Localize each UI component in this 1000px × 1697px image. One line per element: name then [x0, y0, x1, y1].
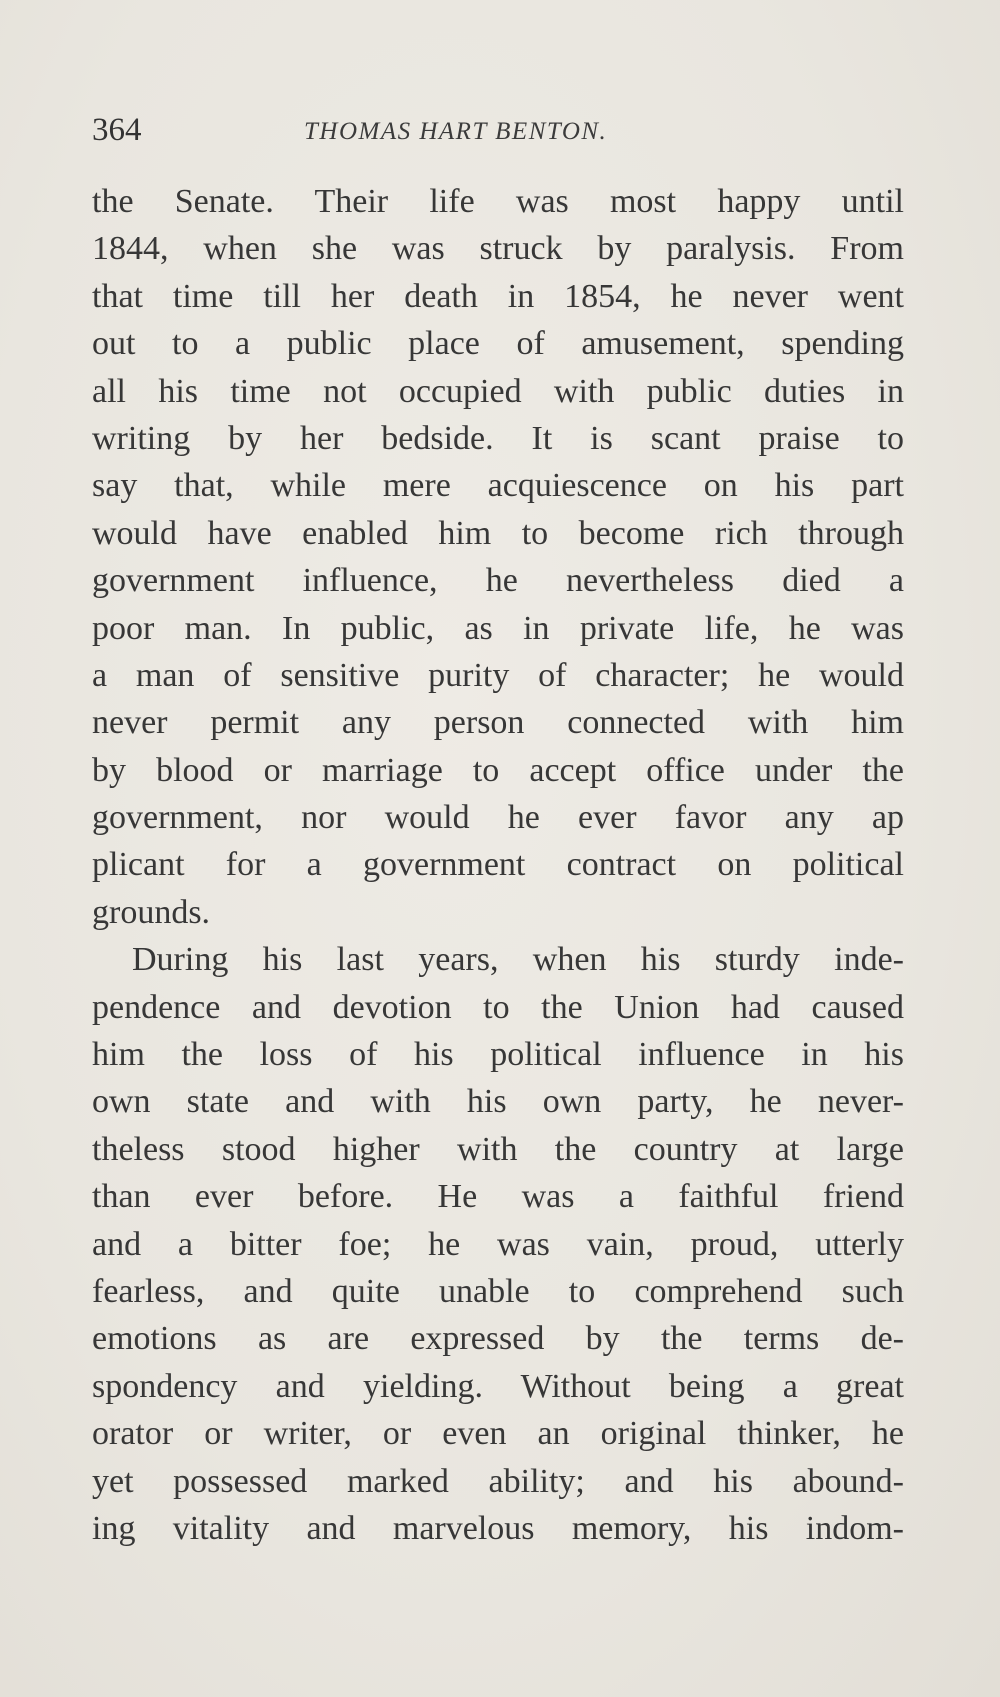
- text-line: and a bitter foe; he was vain, proud, utterly: [92, 1225, 904, 1263]
- text-line: that time till her death in 1854, he never went: [92, 277, 904, 315]
- running-title: THOMAS HART BENTON.: [304, 118, 608, 145]
- text-line: fearless, and quite unable to comprehend such: [92, 1272, 904, 1310]
- text-line: the Senate. Their life was most happy until: [92, 183, 904, 220]
- text-line: writing by her bedside. It is scant praise to: [92, 419, 904, 457]
- text-line: government, nor would he ever favor any ap: [92, 799, 904, 837]
- page-number: 364: [92, 112, 142, 148]
- text-line: spondency and yielding. Without being a great: [92, 1367, 904, 1405]
- text-line: grounds.: [92, 893, 211, 931]
- text-line: emotions as are expressed by the terms de-: [92, 1320, 904, 1358]
- running-head: [92, 112, 904, 152]
- text-line: yet possessed marked ability; and his abound-: [92, 1462, 904, 1500]
- text-line: 1844, when she was struck by paralysis. From: [92, 230, 904, 268]
- text-line: ing vitality and marvelous memory, his indom-: [92, 1509, 904, 1547]
- text-line: theless stood higher with the country at large: [92, 1130, 904, 1168]
- text-line: government influence, he nevertheless died a: [92, 562, 904, 600]
- text-line: out to a public place of amusement, spending: [92, 325, 904, 363]
- text-line: own state and with his own party, he never-: [92, 1083, 904, 1121]
- text-line: never permit any person connected with him: [92, 704, 904, 742]
- text-line: a man of sensitive purity of character; he would: [92, 656, 904, 694]
- text-line: During his last years, when his sturdy inde-: [132, 941, 904, 979]
- text-line: orator or writer, or even an original thinker, he: [92, 1415, 904, 1453]
- text-line: poor man. In public, as in private life, he was: [92, 609, 904, 647]
- text-line: all his time not occupied with public duties in: [92, 372, 904, 410]
- text-line: plicant for a government contract on political: [92, 846, 904, 884]
- body-text: [92, 178, 904, 1552]
- text-line: than ever before. He was a faithful friend: [92, 1178, 904, 1216]
- text-line: him the loss of his political influence in his: [92, 1036, 904, 1074]
- text-line: by blood or marriage to accept office under the: [92, 751, 904, 789]
- text-line: say that, while mere acquiescence on his part: [92, 467, 904, 505]
- text-line: would have enabled him to become rich through: [92, 514, 904, 552]
- text-line: pendence and devotion to the Union had caused: [92, 988, 904, 1026]
